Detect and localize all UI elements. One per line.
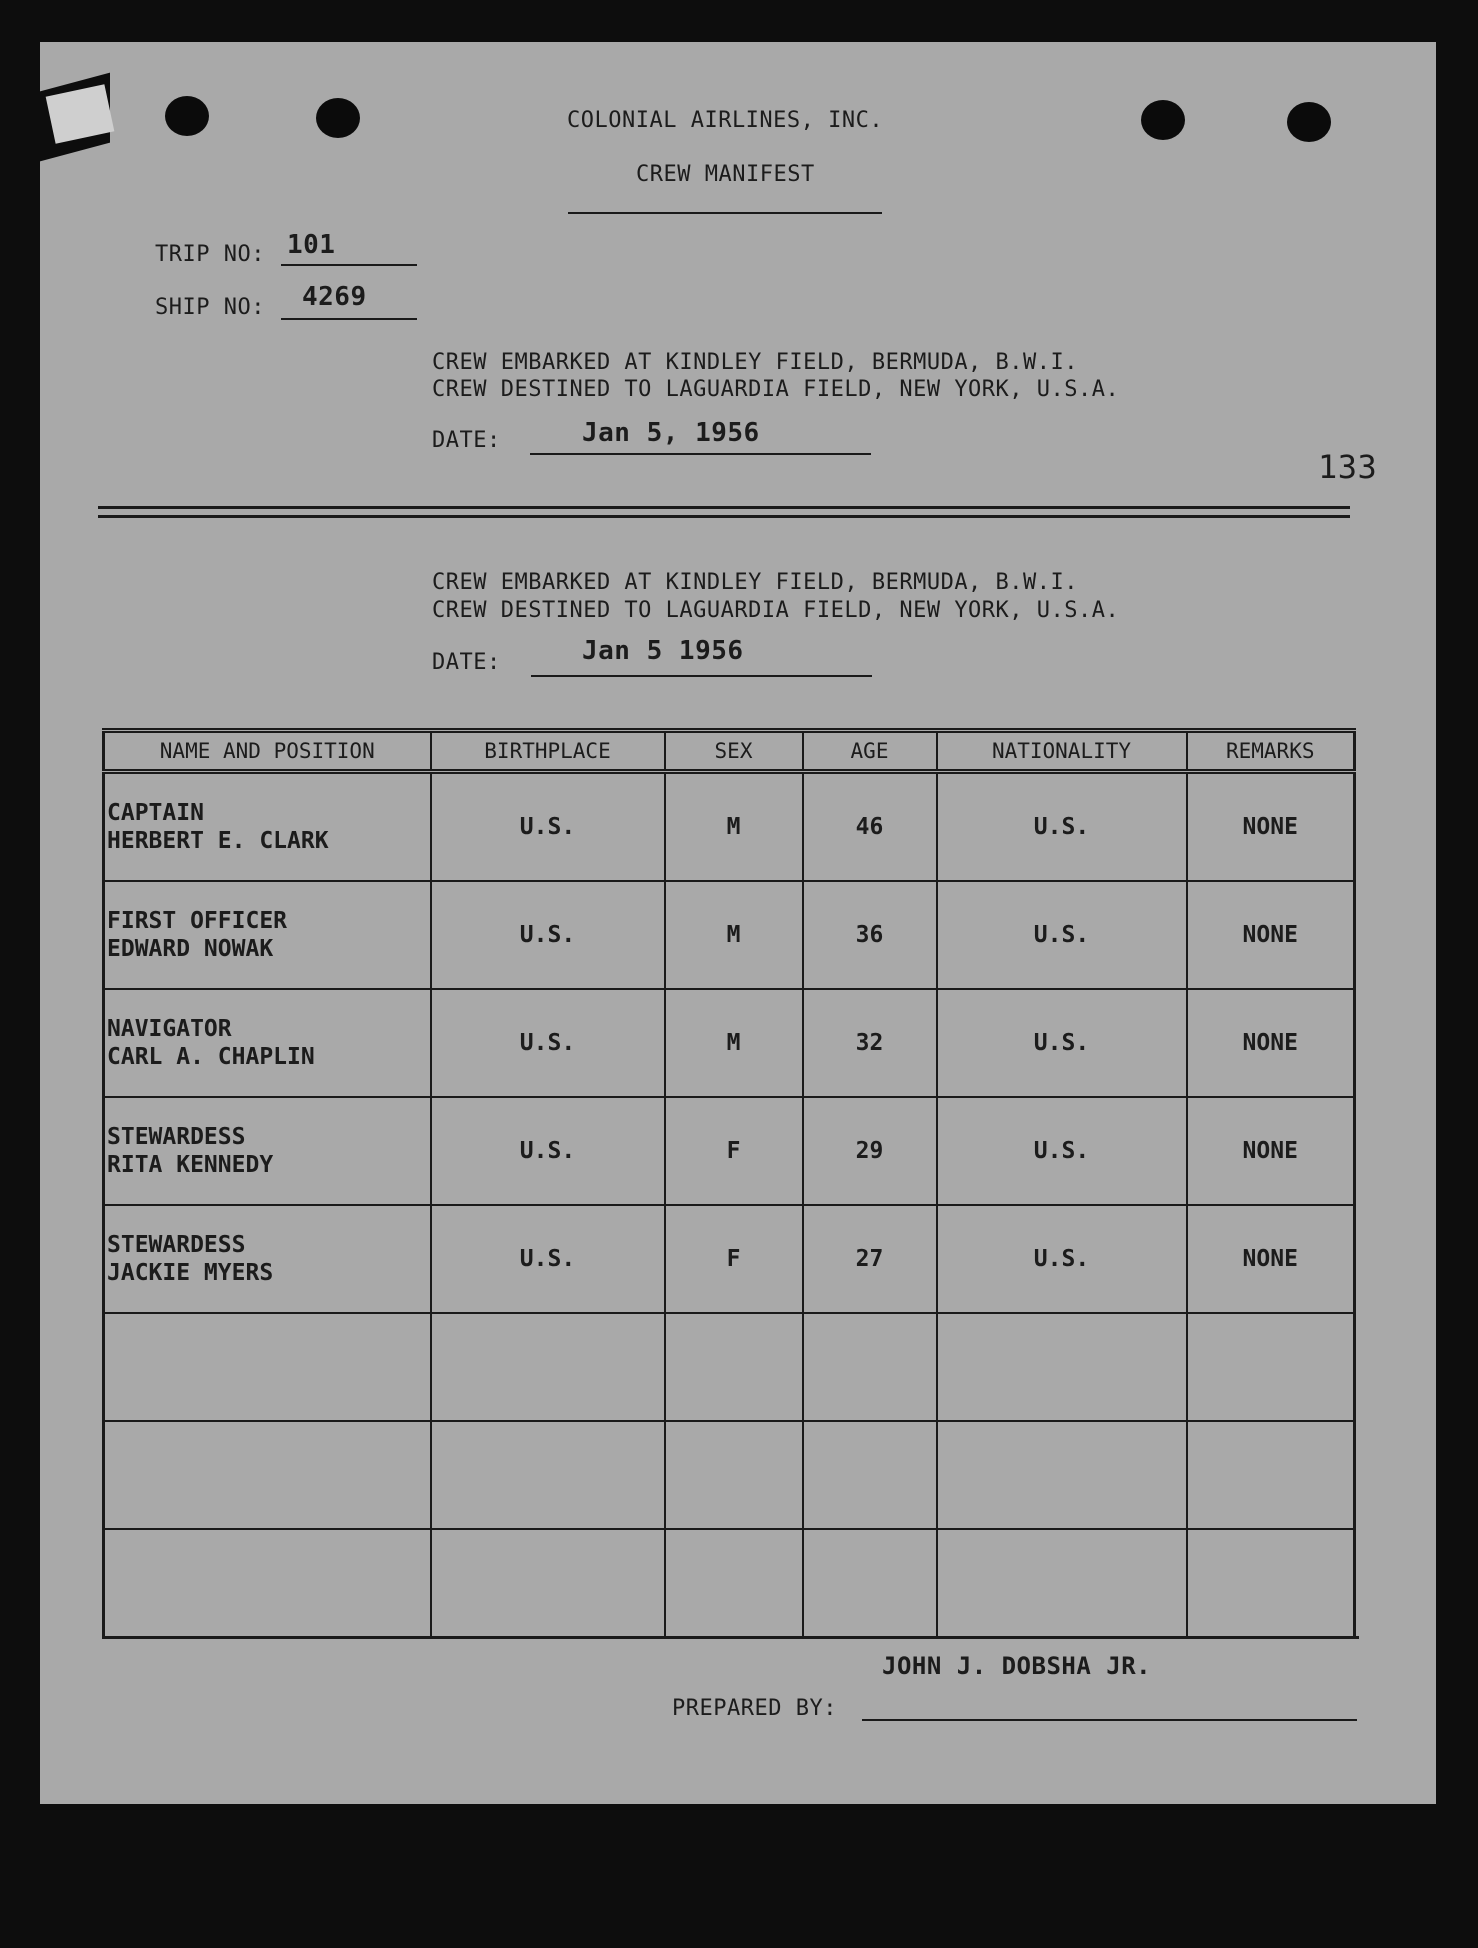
table-row — [104, 1529, 1355, 1638]
sex-cell — [665, 1421, 803, 1529]
date-value-1: Jan 5, 1956 — [582, 418, 760, 448]
nationality-cell — [937, 1313, 1187, 1421]
col-name-position: NAME AND POSITION — [104, 731, 431, 772]
sex-cell — [665, 1313, 803, 1421]
age-cell: 46 — [803, 772, 937, 882]
col-sex: SEX — [665, 731, 803, 772]
remarks-cell: NONE — [1187, 1205, 1355, 1313]
embarked-line-1: CREW EMBARKED AT KINDLEY FIELD, BERMUDA, B.W.I. — [432, 350, 1079, 375]
birthplace-cell: U.S. — [431, 881, 665, 989]
remarks-cell — [1187, 1313, 1355, 1421]
section-divider — [98, 506, 1350, 518]
punch-hole-2 — [316, 98, 360, 138]
date-label-2: DATE: — [432, 650, 501, 675]
name-position-cell — [104, 1529, 431, 1638]
punch-hole-3 — [1141, 100, 1185, 140]
sex-cell: M — [665, 881, 803, 989]
remarks-cell: NONE — [1187, 772, 1355, 882]
destined-line-1: CREW DESTINED TO LAGUARDIA FIELD, NEW YORK, U.S.A. — [432, 377, 1120, 402]
ship-no-underline — [281, 318, 417, 320]
nationality-cell — [937, 1529, 1187, 1638]
age-cell — [803, 1529, 937, 1638]
remarks-cell: NONE — [1187, 989, 1355, 1097]
birthplace-cell — [431, 1421, 665, 1529]
sex-cell: M — [665, 772, 803, 882]
name-position-cell — [104, 989, 431, 1097]
nationality-cell: U.S. — [937, 1097, 1187, 1205]
col-remarks: REMARKS — [1187, 731, 1355, 772]
crew-name: EDWARD NOWAK — [107, 936, 274, 962]
crew-position: STEWARDESS — [107, 1232, 246, 1258]
crew-name: JACKIE MYERS — [107, 1260, 274, 1286]
crew-name: RITA KENNEDY — [107, 1152, 274, 1178]
punch-hole-4 — [1287, 102, 1331, 142]
title-underline — [568, 212, 882, 214]
table-row — [104, 772, 1355, 882]
col-nationality: NATIONALITY — [937, 731, 1187, 772]
name-position-cell — [104, 1421, 431, 1529]
table-row — [104, 1097, 1355, 1205]
sex-cell: F — [665, 1097, 803, 1205]
birthplace-cell: U.S. — [431, 772, 665, 882]
remarks-cell — [1187, 1529, 1355, 1638]
sex-cell: F — [665, 1205, 803, 1313]
trip-no-underline — [281, 264, 417, 266]
age-cell — [803, 1313, 937, 1421]
col-age: AGE — [803, 731, 937, 772]
table-row — [104, 1313, 1355, 1421]
destined-line-2: CREW DESTINED TO LAGUARDIA FIELD, NEW YORK, U.S.A. — [432, 598, 1120, 623]
crew-position: CAPTAIN — [107, 800, 204, 826]
col-birthplace: BIRTHPLACE — [431, 731, 665, 772]
trip-no-label: TRIP NO: — [155, 242, 265, 267]
date-underline-2 — [531, 675, 872, 677]
name-position-cell — [104, 1205, 431, 1313]
age-cell: 36 — [803, 881, 937, 989]
page-number: 133 — [1318, 448, 1378, 486]
remarks-cell — [1187, 1421, 1355, 1529]
date-label-1: DATE: — [432, 428, 501, 453]
birthplace-cell: U.S. — [431, 1097, 665, 1205]
crew-table — [102, 728, 1356, 1639]
date-value-2: Jan 5 1956 — [582, 636, 744, 666]
name-position-cell — [104, 772, 431, 882]
sex-cell — [665, 1529, 803, 1638]
embarked-line-2: CREW EMBARKED AT KINDLEY FIELD, BERMUDA, B.W.I. — [432, 570, 1079, 595]
prepared-by-label: PREPARED BY: — [672, 1696, 837, 1721]
remarks-cell: NONE — [1187, 881, 1355, 989]
crew-position: FIRST OFFICER — [107, 908, 288, 934]
nationality-cell: U.S. — [937, 1205, 1187, 1313]
nationality-cell: U.S. — [937, 881, 1187, 989]
table-row — [104, 1421, 1355, 1529]
age-cell — [803, 1421, 937, 1529]
date-underline-1 — [530, 453, 871, 455]
age-cell: 32 — [803, 989, 937, 1097]
birthplace-cell: U.S. — [431, 989, 665, 1097]
trip-no-value: 101 — [287, 230, 336, 260]
table-row — [104, 989, 1355, 1097]
table-header-row — [104, 731, 1355, 772]
crew-position: STEWARDESS — [107, 1124, 246, 1150]
form-title: CREW MANIFEST — [636, 162, 815, 187]
age-cell: 29 — [803, 1097, 937, 1205]
company-name: COLONIAL AIRLINES, INC. — [567, 108, 884, 133]
prepared-by-underline — [862, 1719, 1357, 1721]
crew-name: HERBERT E. CLARK — [107, 828, 329, 854]
table-row — [104, 1205, 1355, 1313]
name-position-cell — [104, 1097, 431, 1205]
nationality-cell: U.S. — [937, 772, 1187, 882]
sex-cell: M — [665, 989, 803, 1097]
ship-no-value: 4269 — [302, 282, 367, 312]
table-bottom-rule — [102, 1632, 1359, 1639]
birthplace-cell: U.S. — [431, 1205, 665, 1313]
nationality-cell: U.S. — [937, 989, 1187, 1097]
name-position-cell — [104, 881, 431, 989]
birthplace-cell — [431, 1529, 665, 1638]
remarks-cell: NONE — [1187, 1097, 1355, 1205]
table-row — [104, 881, 1355, 989]
preparer-name: JOHN J. DOBSHA JR. — [882, 1652, 1152, 1680]
crew-position: NAVIGATOR — [107, 1016, 232, 1042]
punch-hole-1 — [165, 96, 209, 136]
crew-name: CARL A. CHAPLIN — [107, 1044, 315, 1070]
birthplace-cell — [431, 1313, 665, 1421]
age-cell: 27 — [803, 1205, 937, 1313]
nationality-cell — [937, 1421, 1187, 1529]
ship-no-label: SHIP NO: — [155, 295, 265, 320]
name-position-cell — [104, 1313, 431, 1421]
